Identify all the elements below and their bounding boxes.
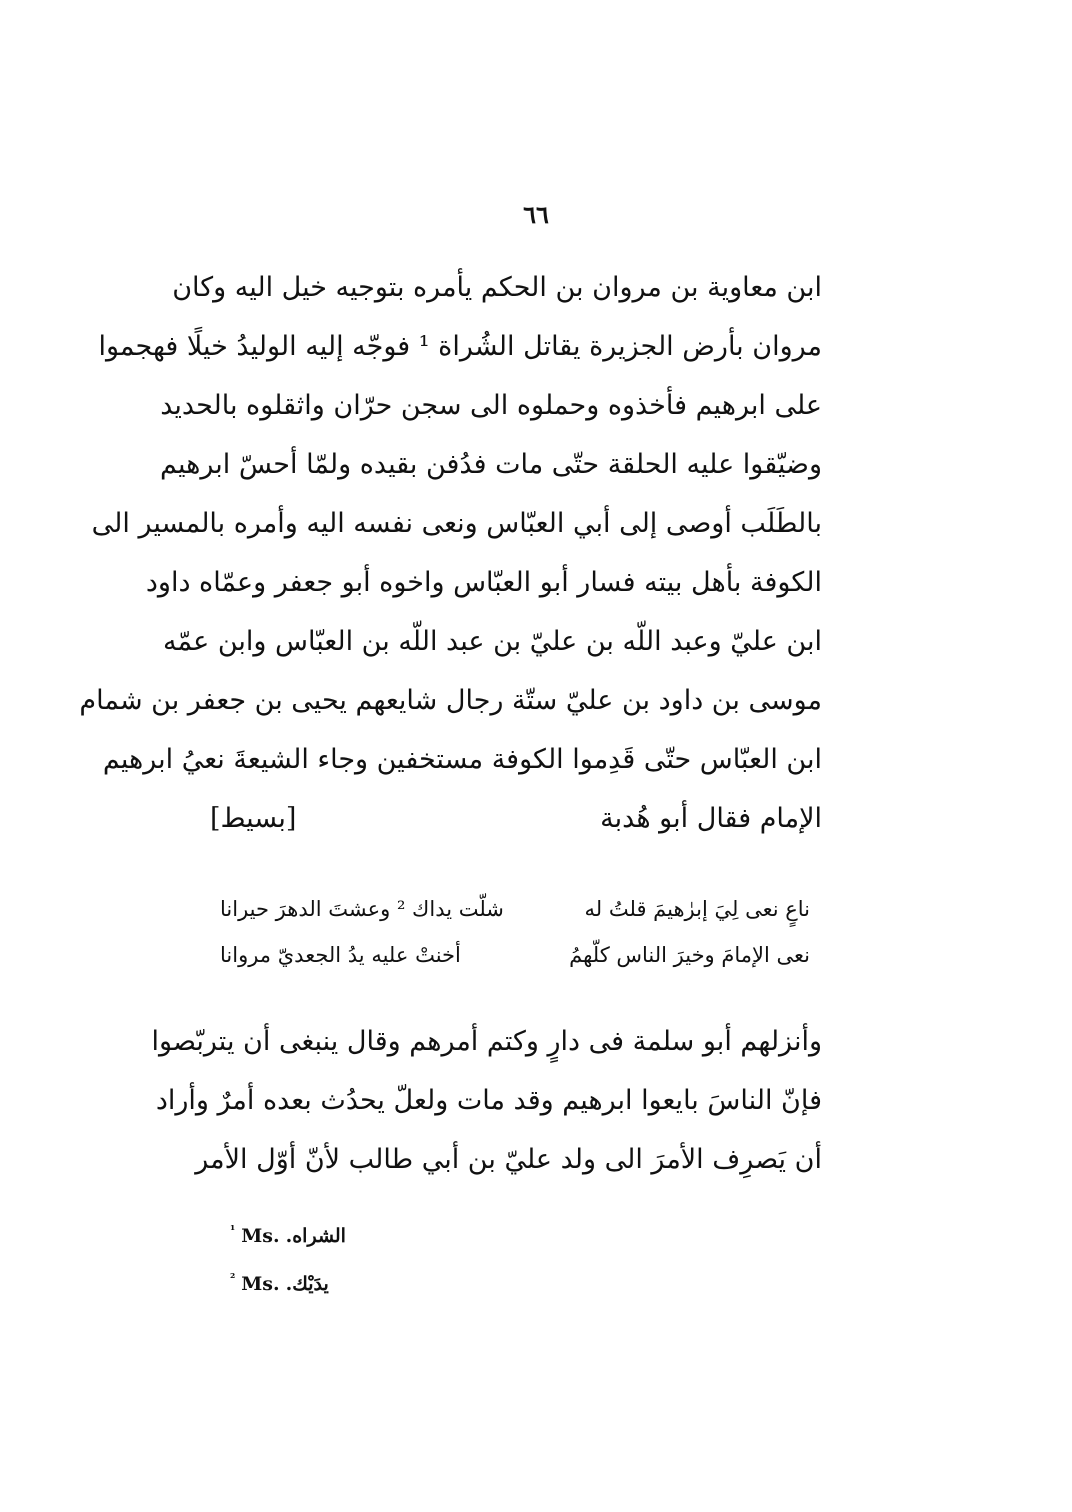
- footnote-ms: Ms.: [241, 1273, 280, 1295]
- footnote: [230, 1212, 530, 1260]
- verse-first-hemistich: ناعٍ نعى لِيَ إبرٰهيمَ قلتُ له: [584, 897, 810, 921]
- meter-label: [بسيط]: [210, 803, 297, 834]
- text-line: فإنّ الناسَ بايعوا ابرهيم وقد مات ولعلّ يحدُث بعده أمرٌ وأراد: [155, 1085, 822, 1116]
- text-line: ابن معاوية بن مروان بن الحكم يأمره بتوجيه خيل اليه وكان: [172, 272, 822, 303]
- verse-second-hemistich: شلّت يداك ² وعشتَ الدهرَ حيرانا: [220, 897, 504, 921]
- text-line: أن يَصرِف الأمرَ الى ولد عليّ بن أبي طالب لأنّ أوّل الأمر: [195, 1144, 822, 1175]
- footnote-mark: ²: [230, 1271, 236, 1285]
- footnote: [230, 1260, 530, 1308]
- text-line: موسى بن داود بن عليّ ستّة رجال شايعهم يحيى بن جعفر بن شمام: [79, 685, 822, 716]
- text-line: مروان بأرض الجزيرة يقاتل الشُراة ¹ فوجّه إليه الوليدُ خيلًا فهجموا: [98, 331, 822, 362]
- footnotes: [230, 1212, 530, 1308]
- text-line: الكوفة بأهل بيته فسار أبو العبّاس واخوه أبو جعفر وعمّاه داود: [145, 567, 822, 598]
- poem: [220, 886, 810, 978]
- text-line: على ابرهيم فأخذوه وحملوه الى سجن حرّان واثقلوه بالحديد: [160, 390, 822, 421]
- verse-second-hemistich: أخنتْ عليه يدُ الجعديّ مروانا: [220, 943, 461, 967]
- second-paragraph: [151, 1012, 822, 1189]
- text-line: وضيّقوا عليه الحلقة حتّى مات فدُفن بقيده ولمّا أحسّ ابرهيم: [160, 449, 822, 480]
- footnote-text: الشراه.: [285, 1225, 346, 1247]
- text-line: وأنزلهم أبو سلمة فى دارٍ وكتم أمرهم وقال ينبغى أن يتربّصوا: [151, 1026, 822, 1057]
- verse-first-hemistich: نعى الإمامَ وخيرَ الناس كلّهمُ: [569, 943, 810, 967]
- text-line: بالطَلَب أوصى إلى أبي العبّاس ونعى نفسه اليه وأمره بالمسير الى: [91, 508, 822, 539]
- footnote-ms: Ms.: [241, 1225, 280, 1247]
- footnote-mark: ¹: [230, 1223, 236, 1237]
- main-paragraph: [79, 258, 822, 848]
- footnote-text: يدَيْك.: [285, 1273, 329, 1295]
- text-line-final: [210, 789, 822, 848]
- text-line-end: الإمام فقال أبو هُدبة: [600, 803, 822, 834]
- text-line: ابن العبّاس حتّى قَدِموا الكوفة مستخفين وجاء الشيعةَ نعيُ ابرهيم: [102, 744, 822, 775]
- verse: [220, 886, 810, 932]
- page-number: ٦٦: [523, 200, 549, 229]
- text-line: ابن عليّ وعبد اللّه بن عليّ بن عبد اللّه بن العبّاس وابن عمّه: [163, 626, 822, 657]
- verse: [220, 932, 810, 978]
